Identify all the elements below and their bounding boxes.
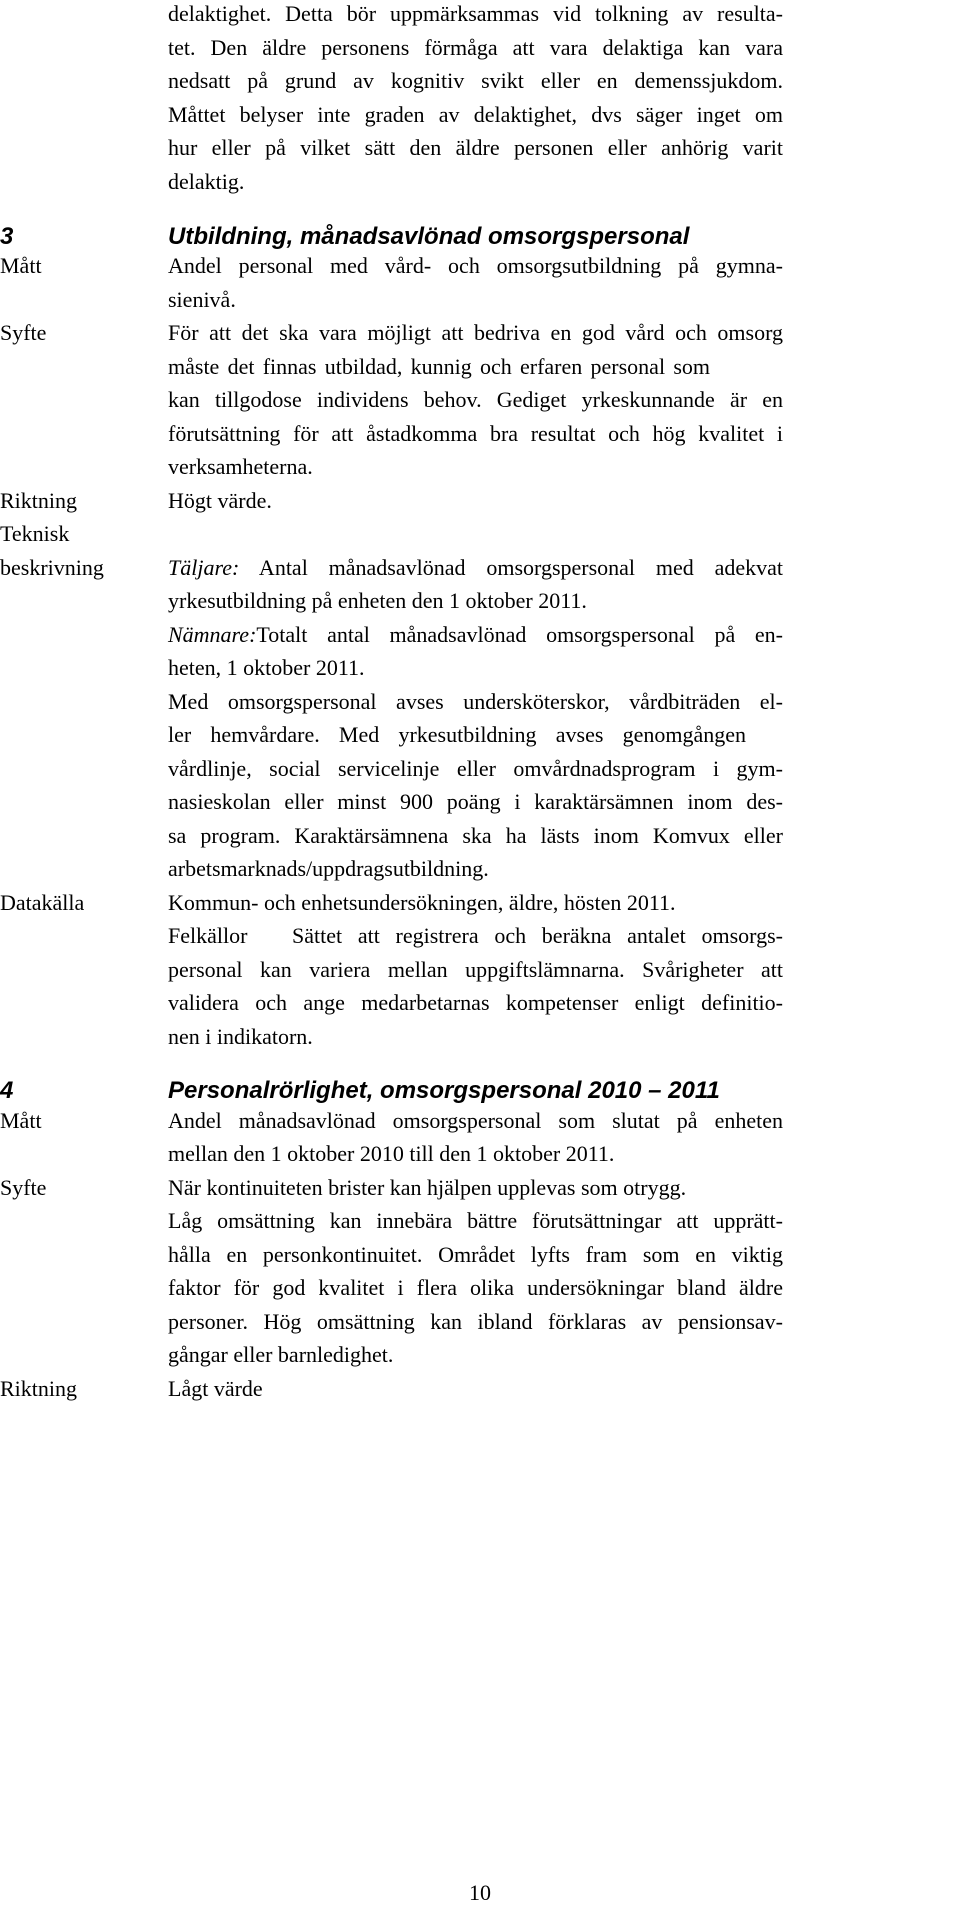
riktning-value: Högt värde. (168, 488, 272, 513)
label-teknisk: Teknisk (0, 521, 70, 546)
section-title: Utbildning, månadsavlönad omsorgspersonal (168, 223, 690, 250)
label-syfte: Syfte (0, 320, 47, 345)
felkallor-text: validera och ange medarbetarnas kompetenser enligt definitio- (168, 990, 783, 1015)
taljare-line (168, 554, 783, 582)
syfte-text: kan tillgodose individens behov. Gediget yrkeskunnande är en (168, 387, 783, 412)
definition-text: vårdlinje, social servicelinje eller omvårdnadsprogram i gym- (168, 756, 783, 781)
page-number: 10 (469, 1880, 491, 1905)
section-number: 3 (0, 223, 14, 250)
definition-text: nasieskolan eller minst 900 poäng i karaktärsämnen inom des- (168, 789, 783, 814)
syfte-text: För att det ska vara möjligt att bedriva en god vård och omsorg (168, 320, 783, 345)
taljare-label: Täljare: (168, 555, 240, 580)
syfte-text: verksamheterna. (168, 454, 313, 479)
matt-text: sienivå. (168, 287, 236, 312)
definition-text: Med omsorgspersonal avses undersköterskor, vårdbiträden el- (168, 689, 783, 714)
datakalla-value: Kommun- och enhetsundersökningen, äldre, hösten 2011. (168, 890, 676, 915)
matt-text: Andel månadsavlönad omsorgspersonal som slutat på enheten (168, 1108, 783, 1133)
syfte-text: gångar eller barnledighet. (168, 1342, 394, 1367)
label-datakalla: Datakälla (0, 890, 85, 915)
label-matt: Mått (0, 1108, 42, 1133)
label-riktning: Riktning (0, 488, 78, 513)
namnare-text: heten, 1 oktober 2011. (168, 655, 365, 680)
label-riktning: Riktning (0, 1376, 78, 1401)
taljare-text: yrkesutbildning på enheten den 1 oktober 2011. (168, 588, 587, 613)
syfte-text: personer. Hög omsättning kan ibland förklaras av pensionsav- (168, 1309, 783, 1334)
syfte-text: När kontinuiteten brister kan hjälpen upplevas som otrygg. (168, 1175, 687, 1200)
felkallor-label: Felkällor (168, 923, 248, 948)
felkallor-text: nen i indikatorn. (168, 1024, 313, 1049)
section-number: 4 (0, 1077, 14, 1104)
definition-text: ler hemvårdare. Med yrkesutbildning avses genomgången (168, 722, 746, 747)
matt-text: mellan den 1 oktober 2010 till den 1 oktober 2011. (168, 1141, 615, 1166)
felkallor-text: Sättet att registrera och beräkna antalet omsorgs- (292, 923, 783, 948)
definition-text: arbetsmarknads/uppdragsutbildning. (168, 856, 489, 881)
intro-line: delaktighet. Detta bör uppmärksammas vid tolkning av resulta- (168, 1, 783, 26)
intro-line: nedsatt på grund av kognitiv svikt eller en demenssjukdom. (168, 68, 783, 93)
syfte-text: hålla en personkontinuitet. Området lyfts fram som en viktig (168, 1242, 783, 1267)
intro-line: delaktig. (168, 169, 245, 194)
syfte-text: måste det finnas utbildad, kunnig och erfaren personal som (168, 354, 710, 379)
riktning-value: Lågt värde (168, 1376, 263, 1401)
label-matt: Mått (0, 253, 42, 278)
intro-line: tet. Den äldre personens förmåga att vara delaktiga kan vara (168, 35, 783, 60)
section-title: Personalrörlighet, omsorgspersonal 2010 – 2011 (168, 1077, 720, 1104)
namnare-line (168, 621, 783, 649)
matt-text: Andel personal med vård- och omsorgsutbildning på gymna- (168, 253, 783, 278)
taljare-text: Antal månadsavlönad omsorgspersonal med adekvat (239, 555, 783, 580)
intro-line: Måttet belyser inte graden av delaktighet, dvs säger inget om (168, 102, 783, 127)
namnare-text: Totalt antal månadsavlönad omsorgspersonal på en- (256, 622, 783, 647)
syfte-text: faktor för god kvalitet i flera olika undersökningar bland äldre (168, 1275, 783, 1300)
syfte-text: förutsättning för att åstadkomma bra resultat och hög kvalitet i (168, 421, 783, 446)
label-syfte: Syfte (0, 1175, 47, 1200)
syfte-text: Låg omsättning kan innebära bättre förutsättningar att upprätt- (168, 1208, 783, 1233)
definition-text: sa program. Karaktärsämnena ska ha lästs inom Komvux eller (168, 823, 783, 848)
namnare-label: Nämnare: (168, 622, 257, 647)
intro-line: hur eller på vilket sätt den äldre personen eller anhörig varit (168, 135, 783, 160)
label-beskrivning: beskrivning (0, 555, 104, 580)
felkallor-text: personal kan variera mellan uppgiftslämnarna. Svårigheter att (168, 957, 783, 982)
